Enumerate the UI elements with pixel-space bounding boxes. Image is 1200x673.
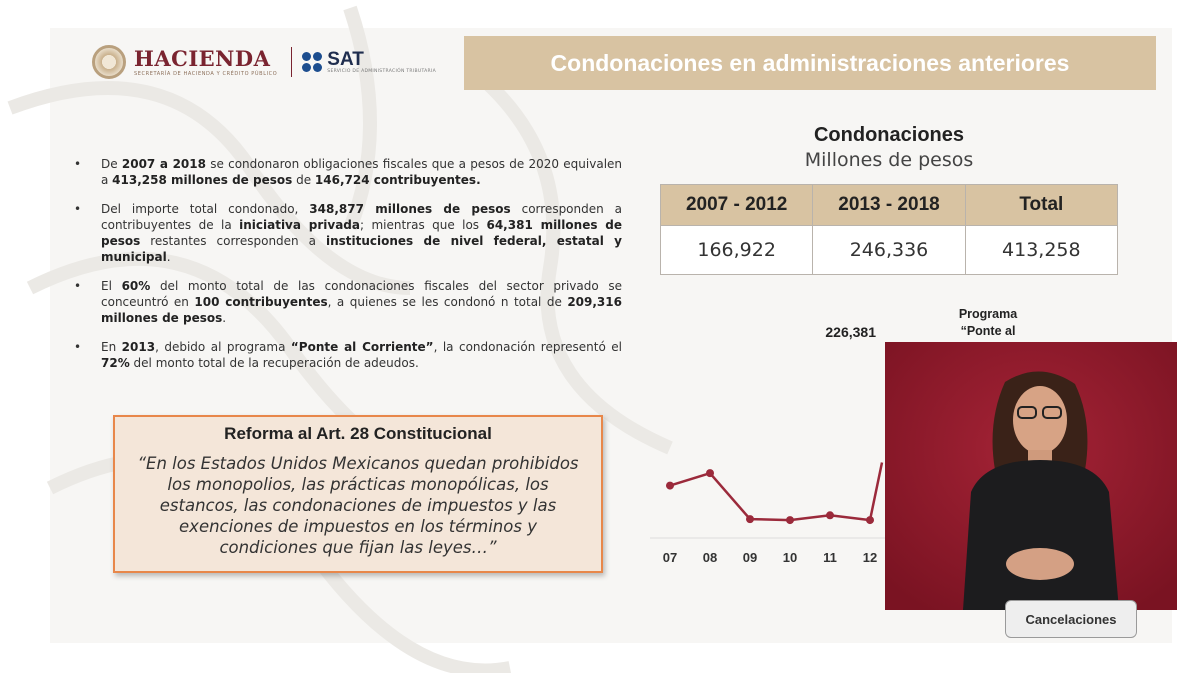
annotation-label: Programa bbox=[958, 307, 1018, 321]
bullet-text: restantes corresponden a bbox=[140, 234, 326, 248]
hacienda-logo bbox=[134, 45, 278, 77]
sat-name: SAT bbox=[327, 49, 364, 70]
table-cell: 166,922 bbox=[661, 226, 813, 275]
bullet-emphasis: 72% bbox=[101, 356, 130, 370]
logos bbox=[92, 42, 436, 82]
bullet-text: . bbox=[222, 311, 227, 325]
bullet-emphasis: iniciativa privada bbox=[239, 218, 360, 232]
data-point bbox=[666, 482, 674, 490]
peak-value-label: 226,381 bbox=[825, 324, 876, 340]
hacienda-subtitle: SECRETARÍA DE HACIENDA Y CRÉDITO PÚBLICO bbox=[134, 70, 278, 77]
header-banner bbox=[464, 36, 1156, 90]
x-tick-label: 10 bbox=[782, 550, 798, 565]
data-point bbox=[746, 515, 754, 523]
x-tick-label: 08 bbox=[702, 550, 718, 565]
bullet-emphasis: 146,724 contribuyentes. bbox=[314, 173, 481, 187]
bullet-text: . bbox=[166, 250, 171, 264]
x-tick-label: 09 bbox=[742, 550, 758, 565]
bullet-text: del monto total de la recuperación de adeudos. bbox=[129, 356, 419, 370]
bullet-emphasis: 100 contribuyentes bbox=[194, 295, 328, 309]
condonaciones-table bbox=[660, 184, 1118, 275]
bullet-item bbox=[74, 201, 622, 265]
table-header-cell: 2007 - 2012 bbox=[661, 185, 813, 226]
x-tick-label: 07 bbox=[662, 550, 678, 565]
bullet-emphasis: 209,316 millones de pesos bbox=[101, 295, 622, 325]
bullet-text: , debido al programa bbox=[155, 340, 291, 354]
table-cell: 246,336 bbox=[813, 226, 965, 275]
bullet-text: se condonaron obligaciones fiscales que a pesos de 2020 equivalen a bbox=[101, 157, 623, 187]
data-point bbox=[786, 516, 794, 524]
bullet-text: , la condonación representó el bbox=[433, 340, 622, 354]
data-point bbox=[826, 511, 834, 519]
table-heading bbox=[660, 124, 1118, 171]
government-seal-icon bbox=[92, 45, 126, 79]
bullet-text: Del importe total condonado, bbox=[101, 202, 310, 216]
table-title: Condonaciones bbox=[813, 124, 964, 146]
bullet-text: ; mientras que los bbox=[359, 218, 487, 232]
bullet-emphasis: 64,381 millones de pesos bbox=[101, 218, 622, 248]
bullet-item bbox=[74, 156, 622, 188]
sat-subtitle: SERVICIO DE ADMINISTRACIÓN TRIBUTARIA bbox=[327, 69, 436, 74]
logo-separator bbox=[291, 47, 292, 77]
bullet-text: El bbox=[101, 279, 122, 293]
bullet-emphasis: 60% bbox=[121, 279, 151, 293]
bullet-emphasis: 2007 a 2018 bbox=[121, 157, 206, 171]
bullet-text: De bbox=[101, 157, 122, 171]
hacienda-name: HACIENDA bbox=[134, 45, 271, 71]
table-header-row bbox=[661, 185, 1118, 226]
bullet-emphasis: “Ponte al Corriente” bbox=[290, 340, 434, 354]
table-subtitle: Millones de pesos bbox=[804, 149, 974, 171]
table-header-cell: 2013 - 2018 bbox=[813, 185, 965, 226]
series-line bbox=[670, 462, 882, 520]
bullet-item bbox=[74, 278, 622, 326]
reforma-quote: “En los Estados Unidos Mexicanos quedan prohibidos los monopolios, las prácticas monopólicas, los estancos, las condonaciones de impuestos y las exenciones de impuestos en los términos y condiciones que fijan las leyes…” bbox=[137, 454, 579, 557]
bullet-list bbox=[74, 156, 622, 384]
bullet-emphasis: 413,258 millones de pesos bbox=[112, 173, 293, 187]
bullet-emphasis: instituciones de nivel federal, estatal y municipal bbox=[101, 234, 622, 264]
sign-language-video bbox=[885, 342, 1177, 610]
bullet-text: del monto total de las condonaciones fiscales del sector privado se conceuntró en bbox=[101, 279, 622, 309]
annotation-label: “Ponte al bbox=[960, 324, 1016, 338]
sat-logo bbox=[302, 50, 436, 74]
condonaciones-line-chart bbox=[640, 300, 1018, 575]
sat-dots-icon bbox=[302, 52, 322, 72]
bullet-text: , a quienes se les condonó n total de bbox=[327, 295, 568, 309]
reforma-title: Reforma al Art. 28 Constitucional bbox=[224, 424, 492, 443]
header-title: Condonaciones en administraciones anteriores bbox=[550, 49, 1070, 76]
bullet-item bbox=[74, 339, 622, 371]
bullet-emphasis: 2013 bbox=[121, 340, 156, 354]
data-point bbox=[866, 516, 874, 524]
bullet-emphasis: 348,877 millones de pesos bbox=[309, 202, 511, 216]
sign-language-interpreter-icon bbox=[885, 342, 1177, 610]
bullet-text: corresponden a contribuyentes de la bbox=[101, 202, 623, 232]
bullet-text: En bbox=[101, 340, 122, 354]
x-tick-label: 11 bbox=[823, 550, 837, 565]
table-cell: 413,258 bbox=[965, 226, 1117, 275]
bullet-text: de bbox=[292, 173, 315, 187]
table-row bbox=[661, 226, 1118, 275]
x-tick-label: 12 bbox=[862, 550, 878, 565]
data-point bbox=[706, 469, 714, 477]
table-header-cell: Total bbox=[965, 185, 1117, 226]
reforma-box bbox=[113, 415, 603, 573]
cancelaciones-button[interactable]: Cancelaciones bbox=[1005, 600, 1137, 638]
